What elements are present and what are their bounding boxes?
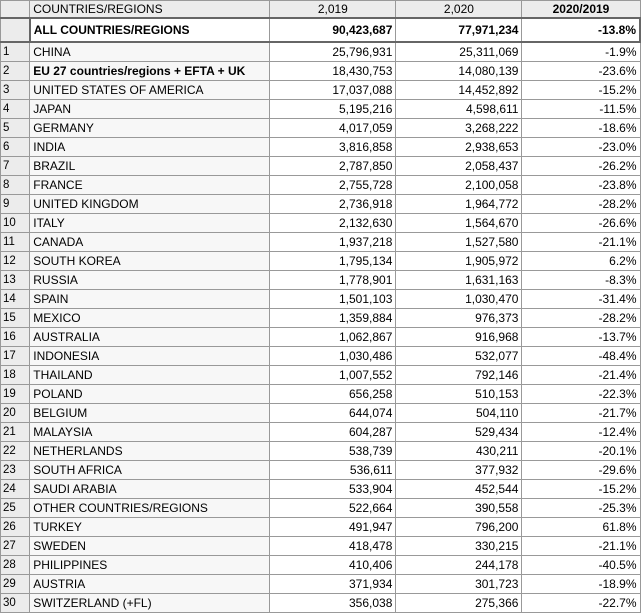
change-cell: -12.4% — [522, 423, 640, 442]
rank-cell: 29 — [1, 575, 30, 594]
value-2020-cell: 1,905,972 — [396, 252, 522, 271]
rank-cell: 16 — [1, 328, 30, 347]
value-2019-cell: 2,787,850 — [270, 157, 396, 176]
region-cell: AUSTRALIA — [30, 328, 270, 347]
value-2020-cell: 532,077 — [396, 347, 522, 366]
value-2019-cell: 2,755,728 — [270, 176, 396, 195]
table-row — [1, 119, 641, 138]
rank-cell: 14 — [1, 290, 30, 309]
rank-cell: 3 — [1, 81, 30, 100]
value-2020-cell: 916,968 — [396, 328, 522, 347]
region-cell: JAPAN — [30, 100, 270, 119]
change-cell: -21.7% — [522, 404, 640, 423]
rank-cell: 28 — [1, 556, 30, 575]
table-row — [1, 556, 641, 575]
value-2019-cell: 25,796,931 — [270, 42, 396, 62]
region-cell: TURKEY — [30, 518, 270, 537]
rank-cell: 4 — [1, 100, 30, 119]
value-2020-cell: 301,723 — [396, 575, 522, 594]
table-row — [1, 537, 641, 556]
value-2020-cell: 529,434 — [396, 423, 522, 442]
change-cell: -28.2% — [522, 195, 640, 214]
value-2019-cell: 1,501,103 — [270, 290, 396, 309]
table-row — [1, 233, 641, 252]
value-2020-cell: 2,938,653 — [396, 138, 522, 157]
rank-cell: 2 — [1, 62, 30, 81]
value-2019-cell: 371,934 — [270, 575, 396, 594]
rank-cell: 7 — [1, 157, 30, 176]
value-2019-cell: 2,736,918 — [270, 195, 396, 214]
region-cell: UNITED KINGDOM — [30, 195, 270, 214]
table-row — [1, 62, 641, 81]
rank-cell: 23 — [1, 461, 30, 480]
table-row — [1, 461, 641, 480]
region-cell: THAILAND — [30, 366, 270, 385]
value-2020-cell: 452,544 — [396, 480, 522, 499]
header-2020: 2,020 — [396, 1, 522, 19]
header-change: 2020/2019 — [522, 1, 640, 19]
region-cell: MALAYSIA — [30, 423, 270, 442]
change-cell: -8.3% — [522, 271, 640, 290]
change-cell: -31.4% — [522, 290, 640, 309]
value-2019-cell: 1,795,134 — [270, 252, 396, 271]
change-cell: -26.6% — [522, 214, 640, 233]
table-row — [1, 480, 641, 499]
region-cell: MEXICO — [30, 309, 270, 328]
table-row — [1, 442, 641, 461]
table-row — [1, 404, 641, 423]
region-cell: GERMANY — [30, 119, 270, 138]
total-region: ALL COUNTRIES/REGIONS — [30, 18, 270, 42]
value-2020-cell: 275,366 — [396, 594, 522, 613]
rank-cell: 22 — [1, 442, 30, 461]
rank-cell: 24 — [1, 480, 30, 499]
value-2020-cell: 3,268,222 — [396, 119, 522, 138]
value-2019-cell: 4,017,059 — [270, 119, 396, 138]
region-cell: SWEDEN — [30, 537, 270, 556]
total-2019: 90,423,687 — [270, 18, 396, 42]
rank-cell: 30 — [1, 594, 30, 613]
value-2019-cell: 522,664 — [270, 499, 396, 518]
table-row — [1, 309, 641, 328]
change-cell: -22.3% — [522, 385, 640, 404]
change-cell: 61.8% — [522, 518, 640, 537]
value-2020-cell: 377,932 — [396, 461, 522, 480]
table-row — [1, 271, 641, 290]
rank-cell: 5 — [1, 119, 30, 138]
header-row — [1, 1, 641, 19]
value-2020-cell: 330,215 — [396, 537, 522, 556]
value-2020-cell: 14,452,892 — [396, 81, 522, 100]
value-2020-cell: 14,080,139 — [396, 62, 522, 81]
header-rank — [1, 1, 30, 19]
change-cell: -23.6% — [522, 62, 640, 81]
change-cell: -21.1% — [522, 537, 640, 556]
table-row — [1, 366, 641, 385]
value-2019-cell: 536,611 — [270, 461, 396, 480]
change-cell: -25.3% — [522, 499, 640, 518]
change-cell: -40.5% — [522, 556, 640, 575]
value-2019-cell: 491,947 — [270, 518, 396, 537]
value-2019-cell: 2,132,630 — [270, 214, 396, 233]
value-2019-cell: 1,359,884 — [270, 309, 396, 328]
change-cell: -23.0% — [522, 138, 640, 157]
rank-cell: 10 — [1, 214, 30, 233]
region-cell: CHINA — [30, 42, 270, 62]
total-change: -13.8% — [522, 18, 640, 42]
value-2019-cell: 17,037,088 — [270, 81, 396, 100]
change-cell: -26.2% — [522, 157, 640, 176]
table-row — [1, 252, 641, 271]
table-row — [1, 290, 641, 309]
table-row — [1, 594, 641, 613]
rank-cell: 18 — [1, 366, 30, 385]
region-cell: SOUTH KOREA — [30, 252, 270, 271]
value-2019-cell: 3,816,858 — [270, 138, 396, 157]
change-cell: 6.2% — [522, 252, 640, 271]
value-2020-cell: 510,153 — [396, 385, 522, 404]
rank-cell: 9 — [1, 195, 30, 214]
rank-cell: 13 — [1, 271, 30, 290]
value-2019-cell: 1,778,901 — [270, 271, 396, 290]
change-cell: -29.6% — [522, 461, 640, 480]
value-2019-cell: 18,430,753 — [270, 62, 396, 81]
region-cell: SOUTH AFRICA — [30, 461, 270, 480]
region-cell: BELGIUM — [30, 404, 270, 423]
table-body — [1, 1, 641, 613]
table-row — [1, 195, 641, 214]
rank-cell: 20 — [1, 404, 30, 423]
table-row — [1, 138, 641, 157]
change-cell: -28.2% — [522, 309, 640, 328]
rank-cell: 1 — [1, 42, 30, 62]
value-2019-cell: 533,904 — [270, 480, 396, 499]
table-row — [1, 423, 641, 442]
table-row — [1, 214, 641, 233]
table-row — [1, 328, 641, 347]
change-cell: -23.8% — [522, 176, 640, 195]
value-2019-cell: 356,038 — [270, 594, 396, 613]
region-cell: BRAZIL — [30, 157, 270, 176]
value-2020-cell: 430,211 — [396, 442, 522, 461]
region-cell: UNITED STATES OF AMERICA — [30, 81, 270, 100]
region-cell: OTHER COUNTRIES/REGIONS — [30, 499, 270, 518]
region-cell: SPAIN — [30, 290, 270, 309]
region-cell: FRANCE — [30, 176, 270, 195]
region-cell: RUSSIA — [30, 271, 270, 290]
change-cell: -22.7% — [522, 594, 640, 613]
header-2019: 2,019 — [270, 1, 396, 19]
change-cell: -15.2% — [522, 81, 640, 100]
region-cell: AUSTRIA — [30, 575, 270, 594]
value-2019-cell: 1,030,486 — [270, 347, 396, 366]
change-cell: -48.4% — [522, 347, 640, 366]
region-cell: SAUDI ARABIA — [30, 480, 270, 499]
table-row — [1, 157, 641, 176]
value-2019-cell: 410,406 — [270, 556, 396, 575]
region-cell: POLAND — [30, 385, 270, 404]
change-cell: -21.1% — [522, 233, 640, 252]
total-2020: 77,971,234 — [396, 18, 522, 42]
change-cell: -15.2% — [522, 480, 640, 499]
value-2020-cell: 1,030,470 — [396, 290, 522, 309]
region-cell: SWITZERLAND (+FL) — [30, 594, 270, 613]
table-row — [1, 81, 641, 100]
change-cell: -18.6% — [522, 119, 640, 138]
value-2020-cell: 2,058,437 — [396, 157, 522, 176]
change-cell: -11.5% — [522, 100, 640, 119]
rank-cell: 21 — [1, 423, 30, 442]
value-2019-cell: 644,074 — [270, 404, 396, 423]
table-row — [1, 575, 641, 594]
total-row — [1, 18, 641, 42]
header-region: COUNTRIES/REGIONS — [30, 1, 270, 19]
rank-cell: 25 — [1, 499, 30, 518]
value-2019-cell: 1,937,218 — [270, 233, 396, 252]
value-2020-cell: 792,146 — [396, 366, 522, 385]
value-2019-cell: 5,195,216 — [270, 100, 396, 119]
change-cell: -21.4% — [522, 366, 640, 385]
region-cell: PHILIPPINES — [30, 556, 270, 575]
region-cell: INDIA — [30, 138, 270, 157]
rank-cell: 27 — [1, 537, 30, 556]
table-row — [1, 518, 641, 537]
change-cell: -1.9% — [522, 42, 640, 62]
value-2019-cell: 656,258 — [270, 385, 396, 404]
value-2020-cell: 976,373 — [396, 309, 522, 328]
total-rank — [1, 18, 30, 42]
change-cell: -20.1% — [522, 442, 640, 461]
table-row — [1, 385, 641, 404]
region-cell: NETHERLANDS — [30, 442, 270, 461]
rank-cell: 12 — [1, 252, 30, 271]
value-2020-cell: 796,200 — [396, 518, 522, 537]
region-cell: ITALY — [30, 214, 270, 233]
table-row — [1, 176, 641, 195]
value-2019-cell: 604,287 — [270, 423, 396, 442]
rank-cell: 11 — [1, 233, 30, 252]
table-row — [1, 100, 641, 119]
region-cell: EU 27 countries/regions + EFTA + UK — [30, 62, 270, 81]
rank-cell: 17 — [1, 347, 30, 366]
table-row — [1, 499, 641, 518]
value-2019-cell: 1,007,552 — [270, 366, 396, 385]
change-cell: -18.9% — [522, 575, 640, 594]
value-2020-cell: 1,964,772 — [396, 195, 522, 214]
value-2020-cell: 1,527,580 — [396, 233, 522, 252]
rank-cell: 15 — [1, 309, 30, 328]
table-row — [1, 42, 641, 62]
value-2020-cell: 4,598,611 — [396, 100, 522, 119]
value-2020-cell: 504,110 — [396, 404, 522, 423]
region-cell: INDONESIA — [30, 347, 270, 366]
value-2019-cell: 1,062,867 — [270, 328, 396, 347]
rank-cell: 8 — [1, 176, 30, 195]
value-2020-cell: 1,631,163 — [396, 271, 522, 290]
value-2019-cell: 418,478 — [270, 537, 396, 556]
rank-cell: 19 — [1, 385, 30, 404]
region-cell: CANADA — [30, 233, 270, 252]
change-cell: -13.7% — [522, 328, 640, 347]
value-2019-cell: 538,739 — [270, 442, 396, 461]
value-2020-cell: 2,100,058 — [396, 176, 522, 195]
rank-cell: 26 — [1, 518, 30, 537]
value-2020-cell: 244,178 — [396, 556, 522, 575]
value-2020-cell: 390,558 — [396, 499, 522, 518]
value-2020-cell: 25,311,069 — [396, 42, 522, 62]
value-2020-cell: 1,564,670 — [396, 214, 522, 233]
table-row — [1, 347, 641, 366]
rank-cell: 6 — [1, 138, 30, 157]
